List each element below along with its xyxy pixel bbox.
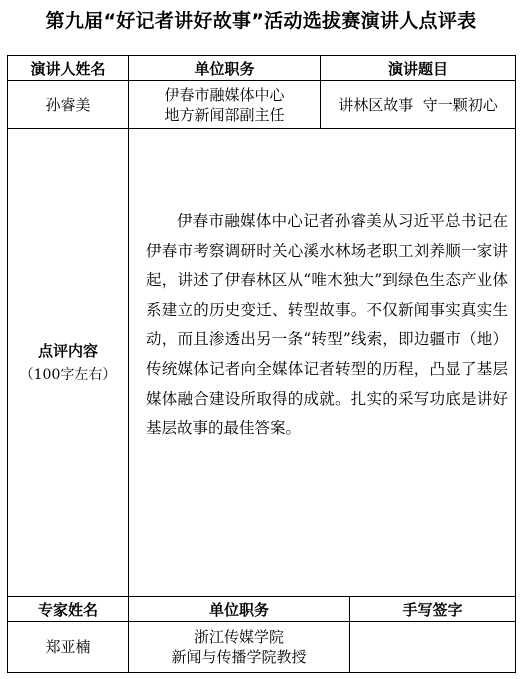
header-signature: 手写签字	[402, 600, 463, 619]
speech-topic: 讲林区故事 守一颗初心	[338, 95, 498, 114]
speaker-unit	[129, 81, 320, 128]
comment-text: 伊春市融媒体中心记者孙睿美从习近平总书记在伊春市考察调研时关心溪水林场老职工刘养顺一家讲起，讲述了伊春林区从“唯木独大”到绿色生态产业体系建立的历史变迁、转型故事。不仅新闻事实真实生动，而且渗透出另一条“转型”线索，即边疆市（地）传统媒体记者向全媒体记者转型的历程，凸显了基层媒体融合建设所取得的成就。扎实的采写功底是讲好基层故事的最佳答案。	[146, 212, 508, 438]
comment-length-hint: （100字左右）	[19, 366, 117, 383]
form-title: 第九届“好记者讲好故事”活动选拔赛演讲人点评表	[45, 10, 477, 32]
signature-field[interactable]	[350, 622, 515, 672]
header-unit-position: 单位职务	[194, 59, 255, 78]
header-expert-name: 专家姓名	[37, 600, 98, 619]
speaker-unit-line-1: 伊春市融媒体中心	[164, 85, 285, 104]
comment-label: 点评内容	[37, 341, 98, 360]
speaker-unit-line-2: 地方新闻部副主任	[164, 105, 285, 124]
header-speech-topic: 演讲题目	[387, 59, 448, 78]
speaker-name: 孙睿美	[45, 95, 91, 114]
expert-unit-line-2: 新闻与传播学院教授	[171, 648, 307, 666]
header-speaker-name: 演讲人姓名	[30, 59, 106, 78]
expert-unit-line-1: 浙江传媒学院	[193, 628, 284, 646]
expert-unit	[129, 622, 349, 672]
comment-label-cell	[8, 129, 128, 596]
expert-name: 郑亚楠	[45, 638, 91, 656]
header-expert-unit: 单位职务	[208, 600, 269, 619]
